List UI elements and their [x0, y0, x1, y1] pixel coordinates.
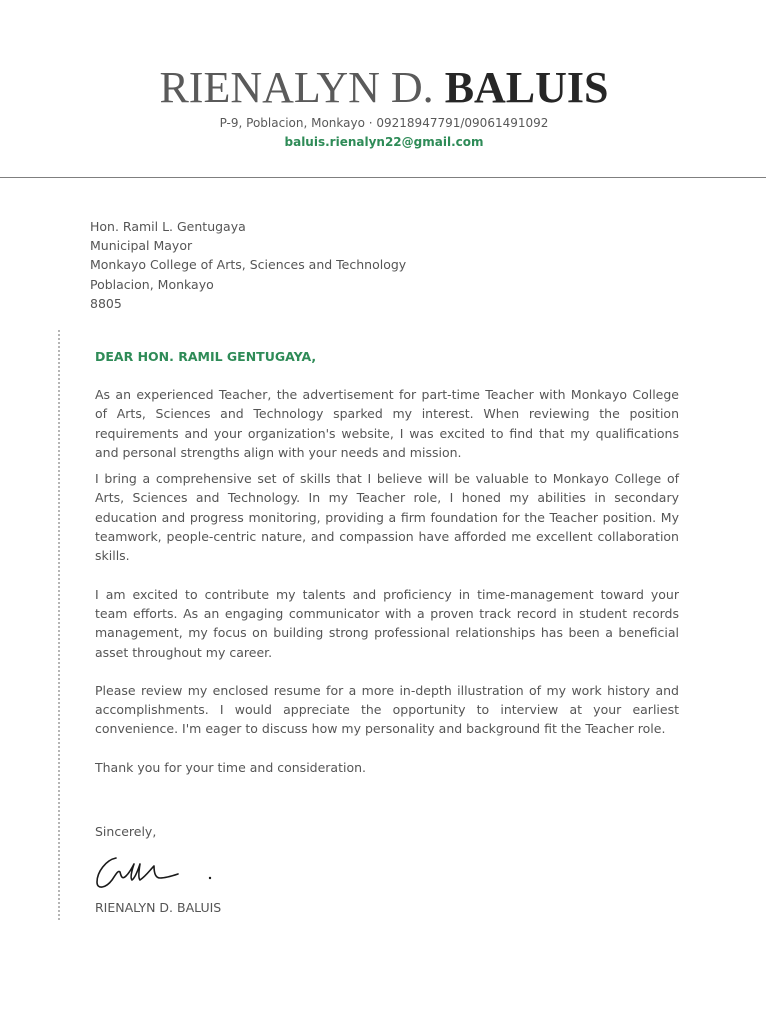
paragraph-4: Please review my enclosed resume for a more in-depth illustration of my work history and accomplishments. I would appreciate the opportunity to interview at your earliest convenience. I'm eager to discuss how my personality and background fit the Teacher role. — [95, 682, 679, 737]
paragraph-2: I bring a comprehensive set of skills that I believe will be valuable to Monkayo College of Arts, Sciences and Technology. In my Teacher role, I honed my abilities in secondary education and progress monitoring, providing a firm foundation for the Teacher position. My teamwork, people-centric nature, and compassion have afforded me excellent collaboration skills. — [95, 471, 679, 564]
letter-body — [95, 348, 679, 777]
recipient-zip: 8805 — [90, 295, 122, 311]
sender-name-last: BALUIS — [444, 63, 609, 112]
sender-name-first: RIENALYN D. — [159, 63, 434, 112]
paragraph-1: As an experienced Teacher, the advertisement for part-time Teacher with Monkayo College of Arts, Sciences and Technology sparked my interest. When reviewing the position requirements and your organization's website, I was excited to find that my qualifications and personal strengths align with your needs and mission. — [95, 387, 679, 460]
recipient-address: Poblacion, Monkayo — [90, 276, 214, 292]
recipient-name: Hon. Ramil L. Gentugaya — [90, 219, 246, 234]
recipient-title: Municipal Mayor — [90, 238, 193, 254]
paragraph-5: Thank you for your time and consideration. — [95, 759, 367, 775]
header-divider — [0, 177, 766, 178]
closing: Sincerely, — [95, 824, 157, 839]
recipient-block — [90, 217, 406, 313]
paragraph-3: I am excited to contribute my talents and proficiency in time-management toward your team efforts. As an engaging communicator with a proven track record in student records management, my focus on building strong professional relationships has been a beneficial asset throughout my career. — [95, 586, 679, 660]
salutation: DEAR HON. RAMIL GENTUGAYA, — [95, 349, 317, 364]
signer-name: RIENALYN D. BALUIS — [95, 900, 222, 915]
sender-contact: P-9, Poblacion, Monkayo · 09218947791/09061491092 — [219, 116, 549, 130]
dotted-margin-line — [58, 330, 60, 920]
sender-email: baluis.rienalyn22@gmail.com — [284, 135, 484, 149]
sender-name — [0, 58, 768, 118]
signature-icon — [92, 850, 222, 894]
recipient-organization: Monkayo College of Arts, Sciences and Technology — [90, 257, 407, 273]
